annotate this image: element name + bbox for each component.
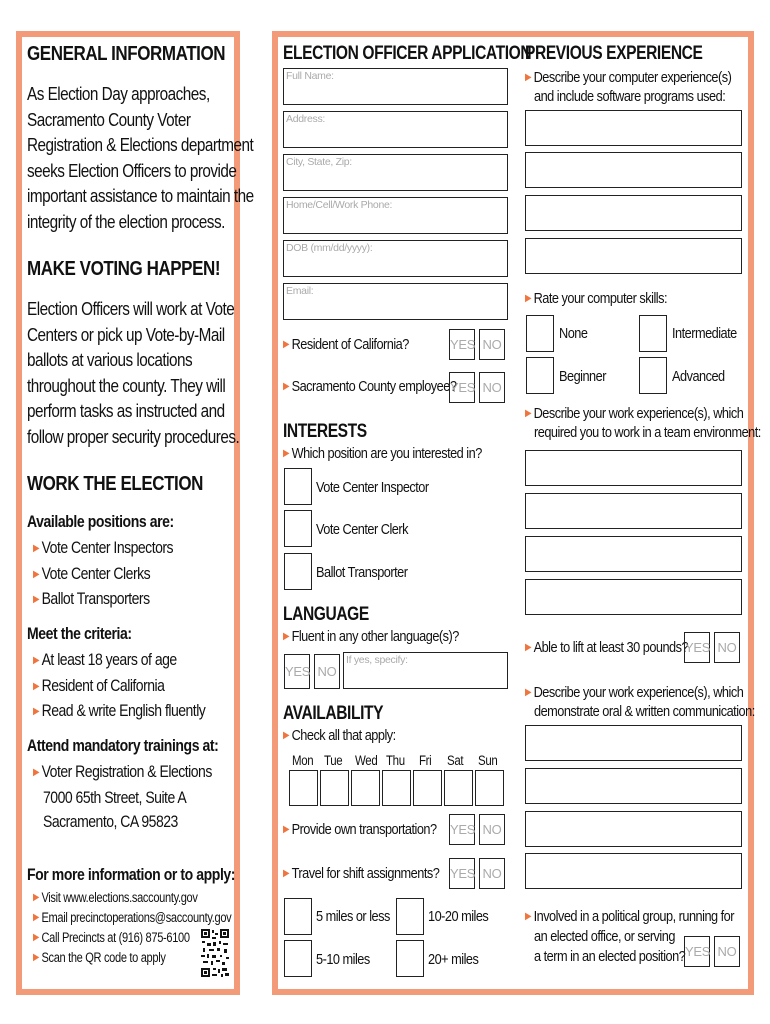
option-label: Ballot Transporter <box>316 564 408 581</box>
political-question: ▶ Involved in a political group, running for an elected office, or serving a term in an elected position? <box>525 908 735 965</box>
more-info-list <box>33 888 275 968</box>
bullet-triangle-icon: ▶ <box>33 655 40 666</box>
bullet-triangle-icon: ▶ <box>283 868 290 879</box>
day-label-mon: Mon <box>292 753 314 768</box>
option-label: Vote Center Clerk <box>316 521 408 538</box>
bullet-triangle-icon: ▶ <box>283 339 290 350</box>
phone-field[interactable]: Home/Cell/Work Phone: <box>283 197 508 234</box>
bullet-triangle-icon: ▶ <box>283 381 290 392</box>
list-item: ▶ Ballot Transporters <box>33 590 150 608</box>
experience-heading: PREVIOUS EXPERIENCE <box>525 43 703 64</box>
computer-experience-line-1[interactable] <box>525 110 742 146</box>
application-heading: ELECTION OFFICER APPLICATION <box>283 43 532 64</box>
employee-question: ▶ Sacramento County employee? <box>283 378 457 395</box>
language-heading: LANGUAGE <box>283 604 369 625</box>
checkbox-5-miles-or-less[interactable] <box>284 898 312 935</box>
bullet-triangle-icon: ▶ <box>33 912 39 923</box>
checkbox-skill-intermediate[interactable] <box>639 315 667 352</box>
team-experience-line-4[interactable] <box>525 579 742 615</box>
voting-paragraph: Election Officers will work at Vote Centers or pick up Vote-by-Mail ballots at various locations throughout the county. They will perform tasks as instructed and follow proper security procedures. <box>27 299 240 447</box>
intro-paragraph: As Election Day approaches, Sacramento County Voter Registration & Elections department seeks Election Officers to provide important assistance to maintain the integrity of the election process. <box>27 84 254 232</box>
availability-heading: AVAILABILITY <box>283 703 384 724</box>
bullet-triangle-icon: ▶ <box>525 911 532 922</box>
oral-written-line-3[interactable] <box>525 811 742 847</box>
option-label: 20+ miles <box>428 951 479 968</box>
bullet-triangle-icon: ▶ <box>33 767 40 778</box>
qr-code-icon[interactable] <box>200 928 230 978</box>
transportation-question: ▶ Provide own transportation? <box>283 821 437 838</box>
checkbox-skill-advanced[interactable] <box>639 357 667 394</box>
full-name-field[interactable]: Full Name: <box>283 68 508 105</box>
list-item: ▶ Vote Center Inspectors <box>33 539 174 557</box>
language-yes-box[interactable]: YES <box>284 654 310 689</box>
team-experience-line-2[interactable] <box>525 493 742 529</box>
language-specify-field[interactable]: If yes, specify: <box>343 652 508 689</box>
call-item: ▶ Call Precincts at (916) 875-6100 <box>33 930 190 945</box>
scan-qr-item: ▶ Scan the QR code to apply <box>33 950 166 965</box>
bullet-triangle-icon: ▶ <box>525 642 532 653</box>
option-label: 5-10 miles <box>316 951 370 968</box>
option-label: Beginner <box>559 368 606 385</box>
language-question: ▶ Fluent in any other language(s)? <box>283 628 459 645</box>
travel-question: ▶ Travel for shift assignments? <box>283 865 440 882</box>
lift-no-box[interactable]: NO <box>714 632 740 663</box>
checkbox-vote-center-inspector[interactable] <box>284 468 312 505</box>
oral-written-question: ▶ Describe your work experience(s), which demonstrate oral & written communication: <box>525 684 755 720</box>
bullet-triangle-icon: ▶ <box>33 568 40 580</box>
positions-heading: Available positions are: <box>27 513 174 531</box>
transport-no-box[interactable]: NO <box>479 814 505 845</box>
computer-experience-line-3[interactable] <box>525 195 742 231</box>
option-label: None <box>559 325 588 342</box>
day-label-thu: Thu <box>386 753 405 768</box>
bullet-triangle-icon: ▶ <box>33 932 39 943</box>
rate-skills-question: ▶ Rate your computer skills: <box>525 290 668 307</box>
team-experience-question: ▶ Describe your work experience(s), which required you to work in a team environment: <box>525 405 761 441</box>
visit-website-item[interactable]: ▶ Visit www.elections.saccounty.gov <box>33 890 198 905</box>
language-no-box[interactable]: NO <box>314 654 340 689</box>
computer-experience-line-2[interactable] <box>525 152 742 188</box>
address-field[interactable]: Address: <box>283 111 508 148</box>
bullet-triangle-icon: ▶ <box>283 730 290 741</box>
team-experience-line-3[interactable] <box>525 536 742 572</box>
day-label-wed: Wed <box>355 753 378 768</box>
travel-no-box[interactable]: NO <box>479 858 505 889</box>
bullet-triangle-icon: ▶ <box>283 448 290 459</box>
checkbox-skill-none[interactable] <box>526 315 554 352</box>
oral-written-line-2[interactable] <box>525 768 742 804</box>
email-field[interactable]: Email: <box>283 283 508 320</box>
make-voting-heading: MAKE VOTING HAPPEN! <box>27 258 221 280</box>
bullet-triangle-icon: ▶ <box>525 687 532 698</box>
list-item: ▶ Vote Center Clerks <box>33 564 151 583</box>
resident-no-box[interactable]: NO <box>479 329 505 360</box>
bullet-triangle-icon: ▶ <box>525 408 532 419</box>
checkbox-day-sun[interactable] <box>475 770 504 806</box>
more-info-heading: For more information or to apply: <box>27 866 236 884</box>
interests-question: ▶ Which position are you interested in? <box>283 445 482 462</box>
checkbox-ballot-transporter[interactable] <box>284 553 312 590</box>
lift-question: ▶ Able to lift at least 30 pounds? <box>525 639 689 656</box>
bullet-triangle-icon: ▶ <box>525 293 532 304</box>
city-state-zip-field[interactable]: City, State, Zip: <box>283 154 508 191</box>
oral-written-line-4[interactable] <box>525 853 742 889</box>
email-item[interactable]: ▶ Email precinctoperations@saccounty.gov <box>33 910 232 925</box>
employee-no-box[interactable]: NO <box>479 372 505 403</box>
resident-yes-box[interactable]: YES <box>449 329 475 360</box>
checkbox-5-10-miles[interactable] <box>284 940 312 977</box>
interests-heading: INTERESTS <box>283 421 367 442</box>
bullet-triangle-icon: ▶ <box>525 72 532 83</box>
day-label-fri: Fri <box>419 753 432 768</box>
option-label: Intermediate <box>672 325 737 342</box>
bullet-triangle-icon: ▶ <box>33 543 40 554</box>
checkbox-day-mon[interactable] <box>289 770 318 806</box>
checkbox-skill-beginner[interactable] <box>526 357 554 394</box>
checkbox-20-plus-miles[interactable] <box>396 940 424 977</box>
day-label-sat: Sat <box>447 753 464 768</box>
checkbox-day-wed[interactable] <box>351 770 380 806</box>
option-label: Vote Center Inspector <box>316 479 429 496</box>
oral-written-line-1[interactable] <box>525 725 742 761</box>
bullet-triangle-icon: ▶ <box>33 952 39 963</box>
option-label: 5 miles or less <box>316 908 390 925</box>
transport-yes-box[interactable]: YES <box>449 814 475 845</box>
checkbox-day-thu[interactable] <box>382 770 411 806</box>
employee-yes-box[interactable]: YES <box>449 372 475 403</box>
criteria-list <box>33 648 236 725</box>
bullet-triangle-icon: ▶ <box>33 594 40 605</box>
bullet-triangle-icon: ▶ <box>33 680 40 692</box>
day-label-sun: Sun <box>478 753 498 768</box>
political-no-box[interactable]: NO <box>714 936 740 967</box>
computer-experience-question: ▶ Describe your computer experience(s) and include software programs used: <box>525 69 732 105</box>
resident-question: ▶ Resident of California? <box>283 336 409 353</box>
general-info-heading: GENERAL INFORMATION <box>27 43 226 65</box>
bullet-triangle-icon: ▶ <box>283 631 290 642</box>
team-experience-line-1[interactable] <box>525 450 742 486</box>
option-label: Advanced <box>672 368 725 385</box>
checkbox-day-tue[interactable] <box>320 770 349 806</box>
checkbox-day-fri[interactable] <box>413 770 442 806</box>
checkbox-10-20-miles[interactable] <box>396 898 424 935</box>
trainings-address: ▶ Voter Registration & Elections 7000 65th Street, Suite A Sacramento, CA 95823 <box>33 763 212 831</box>
work-election-heading: WORK THE ELECTION <box>27 473 203 495</box>
bullet-triangle-icon: ▶ <box>283 824 290 835</box>
day-label-tue: Tue <box>324 753 343 768</box>
trainings-heading: Attend mandatory trainings at: <box>27 737 219 755</box>
list-item: ▶ At least 18 years of age <box>33 651 177 669</box>
dob-field[interactable]: DOB (mm/dd/yyyy): <box>283 240 508 277</box>
bullet-triangle-icon: ▶ <box>33 892 39 903</box>
bullet-triangle-icon: ▶ <box>33 706 40 717</box>
checkbox-day-sat[interactable] <box>444 770 473 806</box>
positions-list <box>33 536 198 613</box>
availability-question: ▶ Check all that apply: <box>283 727 396 744</box>
travel-yes-box[interactable]: YES <box>449 858 475 889</box>
computer-experience-line-4[interactable] <box>525 238 742 274</box>
criteria-heading: Meet the criteria: <box>27 625 132 643</box>
lift-yes-box[interactable]: YES <box>684 632 710 663</box>
list-item: ▶ Read & write English fluently <box>33 702 206 720</box>
list-item: ▶ Resident of California <box>33 676 165 695</box>
option-label: 10-20 miles <box>428 908 489 925</box>
political-yes-box[interactable]: YES <box>684 936 710 967</box>
checkbox-vote-center-clerk[interactable] <box>284 510 312 547</box>
